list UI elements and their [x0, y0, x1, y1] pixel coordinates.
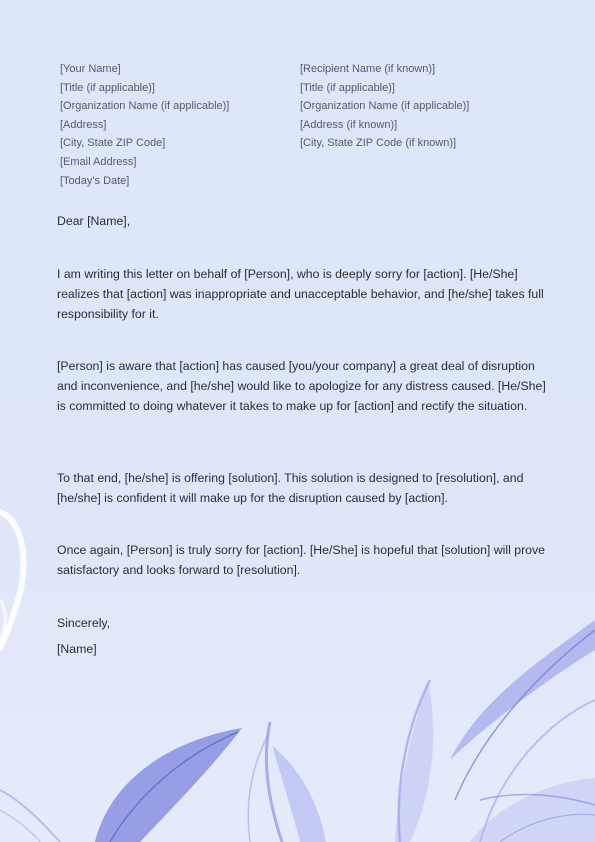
- sender-address: [Address]: [60, 118, 107, 131]
- signature: [Name]: [57, 642, 97, 656]
- recipient-address-block: [300, 60, 469, 153]
- sender-organization: [Organization Name (if applicable)]: [60, 100, 230, 113]
- closing: Sincerely,: [57, 616, 111, 630]
- sender-title: [Title (if applicable)]: [60, 81, 155, 94]
- sender-email: [Email Address]: [60, 155, 137, 168]
- paragraph-1: I am writing this letter on behalf of [Person], who is deeply sorry for [action]. [He/She] realizes that [action] was inappropriate and unacceptable behavior, and [he/she] takes full responsibility for it.: [57, 267, 544, 321]
- sender-date: [Today's Date]: [60, 174, 130, 187]
- paragraph-3: To that end, [he/she] is offering [solution]. This solution is designed to [resolution], and [he/she] is confident it will make up for the disruption caused by [action].: [57, 471, 524, 505]
- recipient-name: [Recipient Name (if known)]: [300, 63, 436, 75]
- paragraph-2: [Person] is aware that [action] has caused [you/your company] a great deal of disruption and inconvenience, and [he/she] would like to apologize for any distress caused. [He/She] is committed to doing whatever it takes to make up for [action] and rectify the situation.: [57, 359, 546, 413]
- sender-name: [Your Name]: [60, 63, 121, 75]
- recipient-address: [Address (if known)]: [300, 118, 398, 131]
- sender-address-block: [60, 60, 229, 190]
- recipient-city-state-zip: [City, State ZIP Code (if known)]: [300, 137, 457, 150]
- greeting: Dear [Name],: [57, 214, 131, 228]
- sender-city-state-zip: [City, State ZIP Code]: [60, 137, 166, 150]
- recipient-title: [Title (if applicable)]: [300, 81, 395, 94]
- recipient-organization: [Organization Name (if applicable)]: [300, 100, 470, 113]
- paragraph-4: Once again, [Person] is truly sorry for [action]. [He/She] is hopeful that [solution] will prove satisfactory and looks forward to [resolution].: [57, 543, 546, 577]
